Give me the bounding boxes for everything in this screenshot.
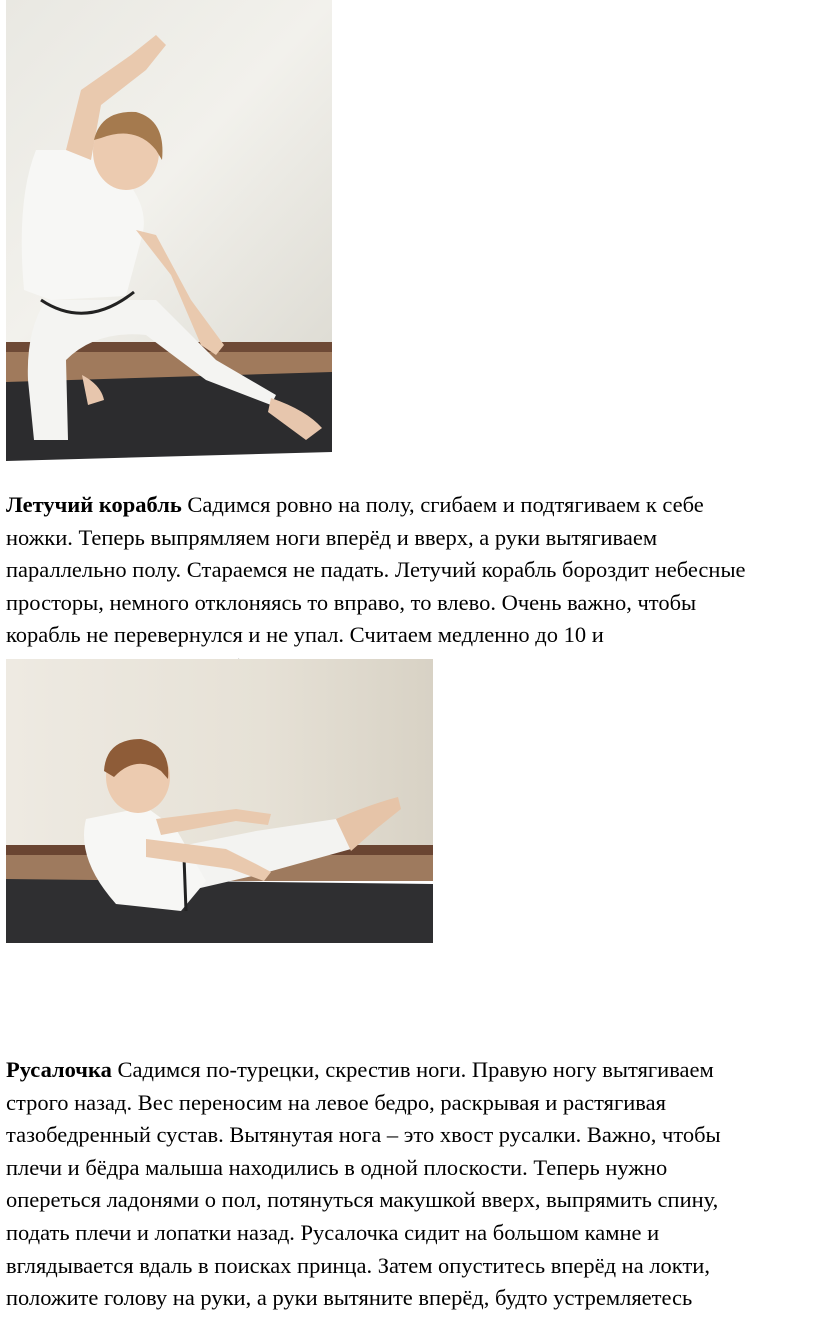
text-line: ножки. Теперь выпрямляем ноги вперёд и вверх, а руки вытягиваем: [6, 524, 658, 550]
flying-ship-paragraph: [6, 489, 816, 685]
text-line: корабль не перевернулся и не упал. Считаем медленно до 10 и: [6, 622, 604, 648]
text-line: опереться ладонями о пол, потянуться макушкой вверх, выпрямить спину,: [6, 1187, 719, 1213]
boy-side-stretch-photo: [6, 0, 332, 461]
section-title: Русалочка: [6, 1057, 112, 1082]
mermaid-paragraph: [6, 1054, 816, 1315]
text-line: положите голову на руки, а руки вытяните вперёд, будто устремляетесь: [6, 1285, 693, 1311]
text-line: параллельно полу. Стараемся не падать. Летучий корабль бороздит небесные: [6, 557, 746, 583]
boy-boat-pose-photo: [6, 659, 433, 943]
text-line: тазобедренный сустав. Вытянутая нога – это хвост русалки. Важно, чтобы: [6, 1122, 721, 1148]
text-line: Летучий корабль Садимся ровно на полу, сгибаем и подтягиваем к себе: [6, 492, 704, 517]
text-line: строго назад. Вес переносим на левое бедро, раскрывая и растягивая: [6, 1089, 666, 1115]
text-line: вглядывается вдаль в поисках принца. Затем опуститесь вперёд на локти,: [6, 1252, 710, 1278]
text-line: просторы, немного отклоняясь то вправо, то влево. Очень важно, чтобы: [6, 589, 697, 615]
text-line: Русалочка Садимся по-турецки, скрестив ноги. Правую ногу вытягиваем: [6, 1057, 714, 1082]
section-title: Летучий корабль: [6, 492, 182, 517]
text-line: плечи и бёдра малыша находились в одной плоскости. Теперь нужно: [6, 1154, 668, 1180]
text-line: подать плечи и лопатки назад. Русалочка сидит на большом камне и: [6, 1219, 660, 1245]
